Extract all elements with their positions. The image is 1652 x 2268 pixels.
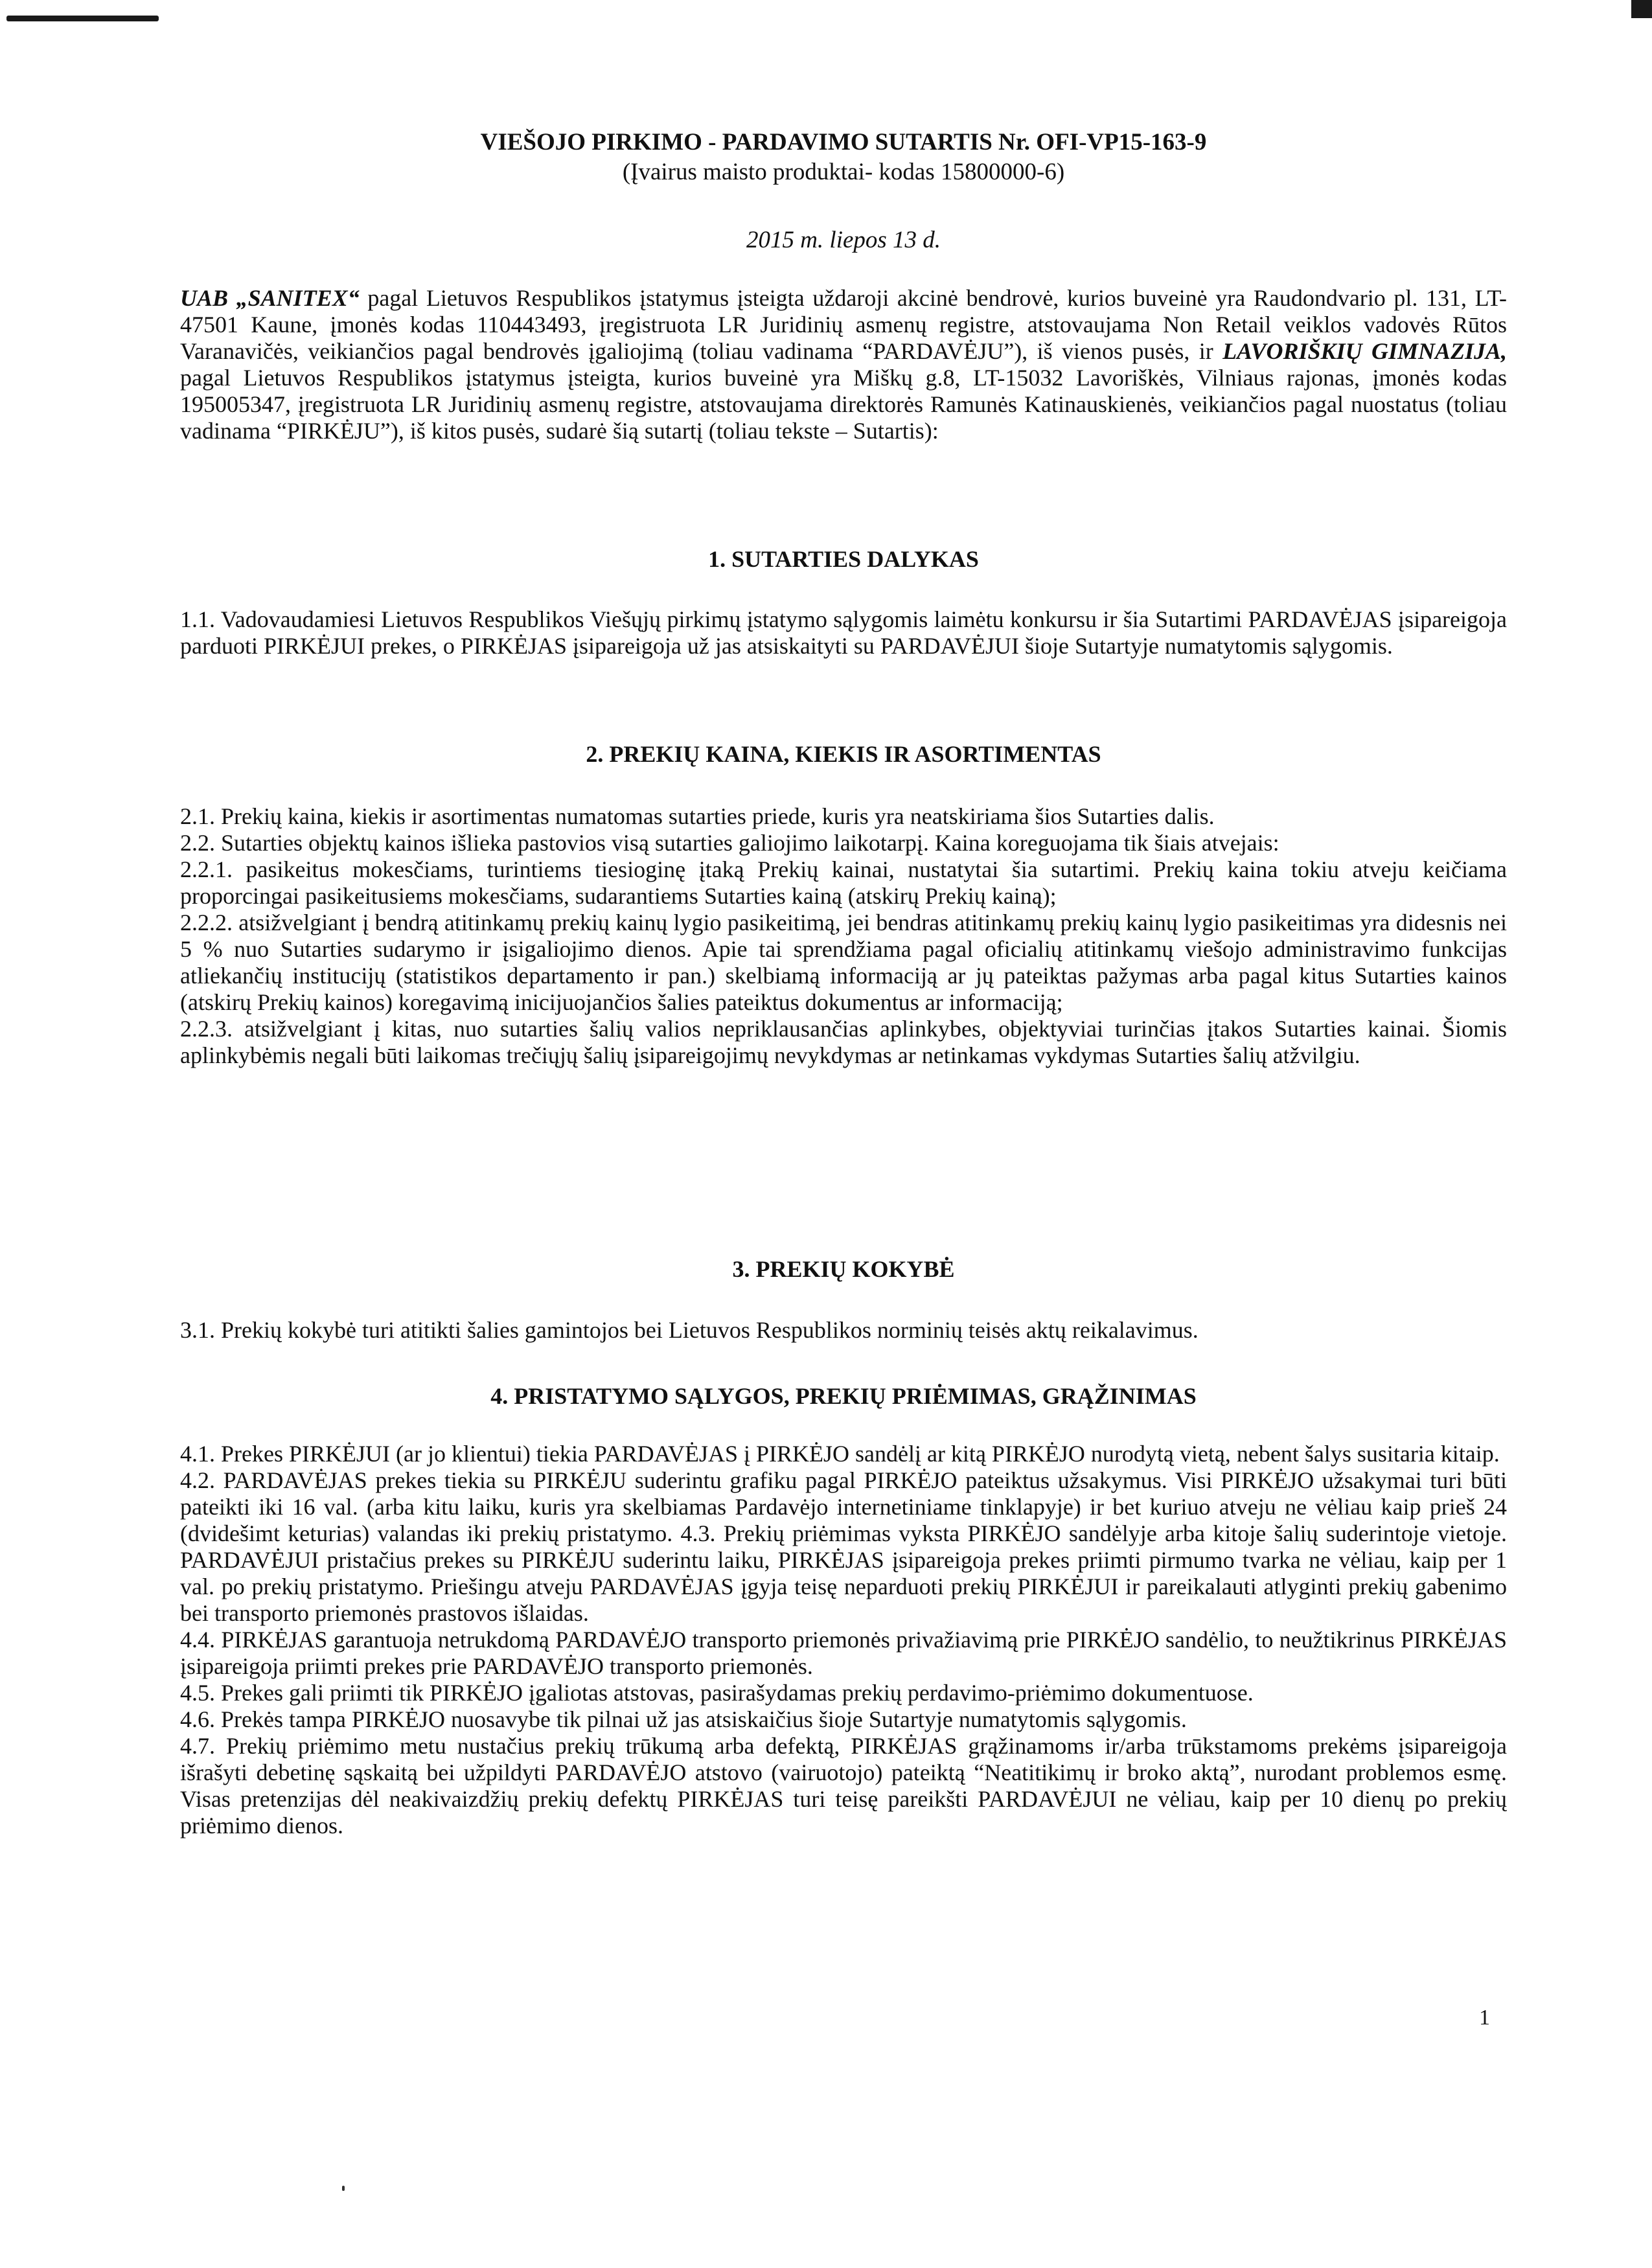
clause-1-1: 1.1. Vadovaudamiesi Lietuvos Respublikos Viešųjų pirkimų įstatymo sąlygomis laimėtu konkursu ir šia Sutartimi PARDAVĖJAS įsipareigoja parduoti PIRKĖJUI prekes, o PIRKĖJAS įsipareigoja už jas atsiskaityti su PARDAVĖJUI šioje Sutartyje numatytomis sąlygomis. [180, 606, 1507, 659]
section-4-body [180, 1441, 1507, 1839]
clause-4-1: 4.1. Prekes PIRKĖJUI (ar jo klientui) tiekia PARDAVĖJAS į PIRKĖJO sandėlį ar kitą PIRKĖJO nurodytą vietą, nebent šalys susitaria kitaip. [180, 1441, 1500, 1467]
clause-2-2-1: 2.2.1. pasikeitus mokesčiams, turintiems tiesioginę įtaką Prekių kainai, nustatytai šia sutartimi. Prekių kaina tokiu atveju keičiama proporcingai pasikeitusiems mokesčiams, sudarantiems Sutarties kainą (atskirų Prekių kainą); [180, 856, 1507, 909]
section-1-body [180, 606, 1507, 659]
scan-artifact-top-right [1631, 0, 1652, 18]
scan-artifact-top-left [6, 16, 159, 21]
buyer-name: LAVORIŠKIŲ GIMNAZIJA, [1222, 338, 1507, 364]
section-2-heading: 2. PREKIŲ KAINA, KIEKIS IR ASORTIMENTAS [586, 741, 1101, 767]
intro-text-2: pagal Lietuvos Respublikos įstatymus įsteigta, kurios buveinė yra Miškų g.8, LT-15032 Lavoriškės, Vilniaus rajonas, įmonės kodas 195005347, įregistruota LR Juridinių asmenų registre, atstovaujama direktorės Ramunės Katinauskienės, veikiančios pagal nuostatus (toliau vadinama “PIRKĖJU”), iš kitos pusės, sudarė šią sutartį (toliau tekste – Sutartis): [180, 365, 1507, 444]
document-date: 2015 m. liepos 13 d. [746, 227, 941, 253]
document-title: VIEŠOJO PIRKIMO - PARDAVIMO SUTARTIS Nr. OFI-VP15-163-9 [480, 129, 1207, 155]
section-1-heading: 1. SUTARTIES DALYKAS [708, 546, 979, 572]
clause-2-2-3: 2.2.3. atsižvelgiant į kitas, nuo sutarties šalių valios nepriklausančias aplinkybes, objektyviai turinčias įtakos Sutarties kainai. Šiomis aplinkybėmis negali būti laikomas trečiųjų šalių įsipareigojimų nevykdymas ar netinkamas vykdymas Sutarties šalių atžvilgiu. [180, 1016, 1507, 1068]
clause-4-2: 4.2. PARDAVĖJAS prekes tiekia su PIRKĖJU suderintu grafiku pagal PIRKĖJO pateiktus užsakymus. Visi PIRKĖJO užsakymai turi būti pateikti iki 16 val. (arba kitu laiku, kuris yra skelbiamas Pardavėjo internetiniame tinklapyje) ir bet kuriuo atveju ne vėliau kaip prieš 24 (dvidešimt keturias) valandas iki prekių pristatymo. 4.3. Prekių priėmimas vyksta PIRKĖJO sandėlyje arba kitoje šalių suderintoje vietoje. PARDAVĖJUI pristačius prekes su PIRKĖJU suderintu laiku, PIRKĖJAS įsipareigoja prekes priimti pirmumo tvarka ne vėliau, kaip per 1 val. po prekių pristatymo. Priešingu atveju PARDAVĖJAS įgyja teisę neparduoti prekių PIRKĖJUI ir pareikalauti atlyginti prekių gabenimo bei transporto priemonės prastovos išlaidas. [180, 1467, 1507, 1626]
section-3-heading: 3. PREKIŲ KOKYBĖ [732, 1256, 955, 1282]
section-2-body [180, 803, 1507, 1069]
clause-4-4: 4.4. PIRKĖJAS garantuoja netrukdomą PARDAVĖJO transporto priemonės privažiavimą prie PIRKĖJO sandėlio, to neužtikrinus PIRKĖJAS įsipareigoja priimti prekes prie PARDAVĖJO transporto priemonės. [180, 1627, 1507, 1679]
page-number: 1 [1479, 2006, 1490, 2030]
clause-2-2-2: 2.2.2. atsižvelgiant į bendrą atitinkamų prekių kainų lygio pasikeitimą, jei bendras atitinkamų prekių kainų lygio pasikeitimas yra didesnis nei 5 % nuo Sutarties sudarymo ir įsigaliojimo dienos. Apie tai sprendžiama pagal oficialių atitinkamų viešojo administravimo funkcijas atliekančių institucijų (statistikos departamento ir pan.) skelbiamą informaciją ar jų pateiktas pažymas arba pagal kitus Sutarties kainos (atskirų Prekių kainos) koregavimą inicijuojančios šalies pateiktus dokumentus ar informaciją; [180, 910, 1507, 1015]
scan-speck [342, 2186, 345, 2191]
section-3-body [180, 1317, 1507, 1344]
clause-4-6: 4.6. Prekės tampa PIRKĖJO nuosavybe tik pilnai už jas atsiskaičius šioje Sutartyje numatytomis sąlygomis. [180, 1706, 1187, 1732]
section-4-heading: 4. PRISTATYMO SĄLYGOS, PREKIŲ PRIĖMIMAS, GRĄŽINIMAS [490, 1383, 1197, 1409]
clause-4-7: 4.7. Prekių priėmimo metu nustačius prekių trūkumą arba defektą, PIRKĖJAS grąžinamoms ir/arba trūkstamoms prekėms įsipareigoja išrašyti debetinę sąskaitą bei užpildyti PARDAVĖJO atstovo (vairuotojo) pateiktą “Neatitikimų ir broko aktą”, nurodant problemos esmę. Visas pretenzijas dėl neakivaizdžių prekių defektų PIRKĖJAS turi teisę pareikšti PARDAVĖJUI ne vėliau, kaip per 10 dienų po prekių priėmimo dienos. [180, 1733, 1507, 1838]
intro-text-1: pagal Lietuvos Respublikos įstatymus įsteigta uždaroji akcinė bendrovė, kurios buveinė yra Raudondvario pl. 131, LT-47501 Kaune, įmonės kodas 110443493, įregistruota LR Juridinių asmenų registre, atstovaujama Non Retail veiklos vadovės Rūtos Varanavičės, veikiančios pagal bendrovės įgaliojimą (toliau vadinama “PARDAVĖJU”), iš vienos pusės, ir [180, 285, 1508, 364]
clause-4-5: 4.5. Prekes gali priimti tik PIRKĖJO įgaliotas atstovas, pasirašydamas prekių perdavimo-priėmimo dokumentuose. [180, 1680, 1254, 1706]
clause-3-1: 3.1. Prekių kokybė turi atitikti šalies gamintojos bei Lietuvos Respublikos norminių teisės aktų reikalavimus. [180, 1317, 1199, 1343]
clause-2-1: 2.1. Prekių kaina, kiekis ir asortimentas numatomas sutarties priede, kuris yra neatskiriama šios Sutarties dalis. [180, 803, 1215, 829]
clause-2-2: 2.2. Sutarties objektų kainos išlieka pastovios visą sutarties galiojimo laikotarpį. Kaina koreguojama tik šiais atvejais: [180, 830, 1279, 856]
document-subtitle: (Įvairus maisto produktai- kodas 15800000-6) [622, 159, 1065, 185]
intro-paragraph [180, 285, 1507, 444]
seller-name: UAB „SANITEX“ [180, 285, 360, 311]
